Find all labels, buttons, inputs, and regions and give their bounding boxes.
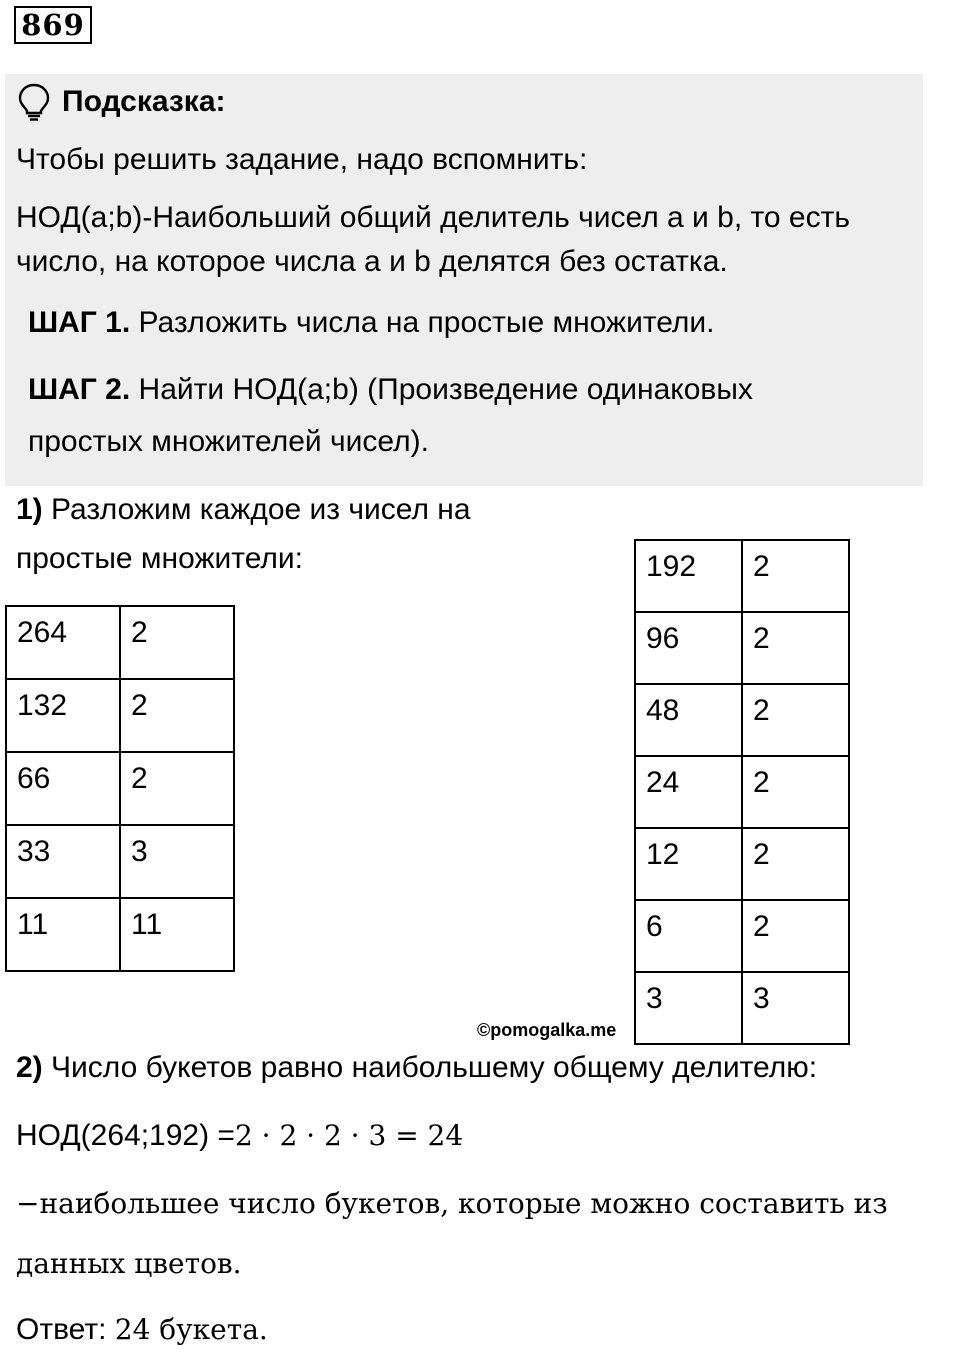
table-cell-number: 264 xyxy=(6,606,120,679)
table-cell-factor: 2 xyxy=(742,756,849,828)
answer-label: Ответ: xyxy=(16,1313,115,1346)
factor-table-264 xyxy=(5,605,235,972)
step2-text-line2: простых множителей чисел). xyxy=(28,425,429,458)
table-cell-factor: 2 xyxy=(742,900,849,972)
part2-label: 2) xyxy=(16,1051,43,1084)
table-cell-number: 33 xyxy=(6,825,120,898)
table-cell-number: 192 xyxy=(635,540,742,612)
table-row xyxy=(6,606,234,679)
table-cell-number: 6 xyxy=(635,900,742,972)
table-cell-factor: 2 xyxy=(742,828,849,900)
step1-text: Разложить числа на простые множители. xyxy=(130,306,715,339)
conclusion-line1: −наибольшее число букетов, которые можно составить из xyxy=(16,1187,888,1220)
factor-table-192 xyxy=(634,539,850,1045)
conclusion-line2: данных цветов. xyxy=(16,1247,242,1280)
table-cell-factor: 11 xyxy=(120,898,234,971)
table-cell-factor: 2 xyxy=(120,679,234,752)
table-row xyxy=(6,898,234,971)
table-cell-number: 12 xyxy=(635,828,742,900)
table-cell-number: 24 xyxy=(635,756,742,828)
gcd-definition-line1: НОД(a;b)-Наибольший общий делитель чисел a и b, то есть xyxy=(16,201,850,234)
part1-text-line2: простые множители: xyxy=(16,542,303,575)
problem-number: 869 xyxy=(14,6,92,44)
answer-value: 24 букета. xyxy=(114,1313,268,1346)
table-row xyxy=(6,825,234,898)
step2-text-line1: Найти НОД(a;b) (Произведение одинаковых xyxy=(130,373,753,406)
gcd-computation xyxy=(16,1114,463,1158)
table-cell-number: 11 xyxy=(6,898,120,971)
table-row xyxy=(635,612,849,684)
table-cell-number: 3 xyxy=(635,972,742,1044)
table-cell-factor: 2 xyxy=(742,540,849,612)
table-cell-factor: 2 xyxy=(120,752,234,825)
table-row xyxy=(6,752,234,825)
table-cell-number: 66 xyxy=(6,752,120,825)
table-cell-factor: 3 xyxy=(742,972,849,1044)
table-cell-number: 48 xyxy=(635,684,742,756)
table-row xyxy=(635,684,849,756)
part2-text xyxy=(16,1046,817,1090)
step2-label: ШАГ 2. xyxy=(28,373,131,406)
table-cell-factor: 2 xyxy=(742,684,849,756)
table-row xyxy=(635,828,849,900)
gcd-definition-line2: число, на которое числа a и b делятся без остатка. xyxy=(16,245,728,278)
table-cell-factor: 2 xyxy=(742,612,849,684)
hint-intro: Чтобы решить задание, надо вспомнить: xyxy=(16,143,588,176)
table-row xyxy=(635,756,849,828)
table-row xyxy=(6,679,234,752)
gcd-expression: 2 · 2 · 2 · 3 = 24 xyxy=(234,1119,464,1152)
part1-text-line1: Разложим каждое из чисел на xyxy=(42,493,471,526)
hint-step2 xyxy=(28,368,753,412)
table-row xyxy=(635,900,849,972)
lightbulb-icon xyxy=(17,82,51,122)
table-row xyxy=(635,540,849,612)
table-cell-number: 132 xyxy=(6,679,120,752)
gcd-prefix: НОД(264;192) = xyxy=(16,1119,235,1152)
part1-label: 1) xyxy=(16,493,43,526)
table-cell-factor: 2 xyxy=(120,606,234,679)
step1-label: ШАГ 1. xyxy=(28,306,131,339)
table-row xyxy=(635,972,849,1044)
hint-step1 xyxy=(28,301,715,345)
hint-title: Подсказка: xyxy=(62,85,226,118)
watermark: ©pomogalka.me xyxy=(477,1020,617,1040)
answer xyxy=(16,1308,268,1352)
table-cell-factor: 3 xyxy=(120,825,234,898)
table-cell-number: 96 xyxy=(635,612,742,684)
part1-text xyxy=(16,488,471,532)
part2-text-body: Число букетов равно наибольшему общему делителю: xyxy=(42,1051,818,1084)
